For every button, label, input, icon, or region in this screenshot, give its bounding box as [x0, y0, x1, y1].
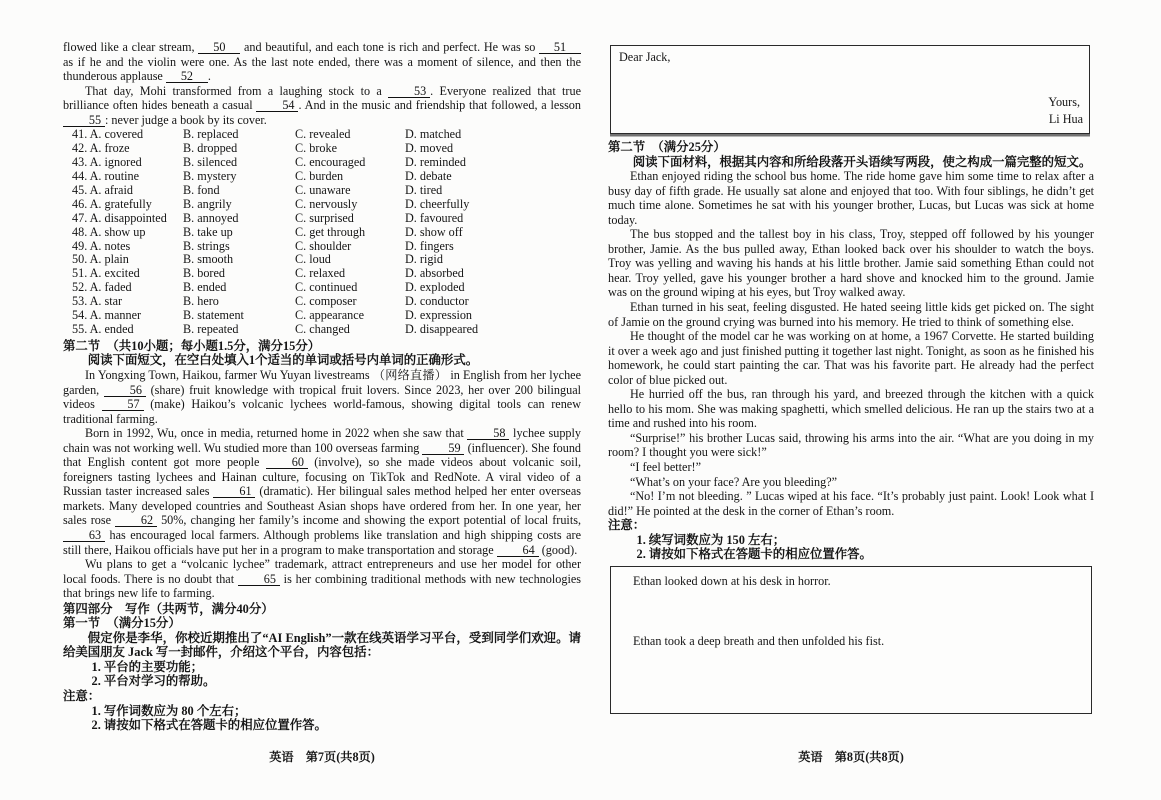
option-row: [63, 240, 581, 254]
option-row: [63, 295, 581, 309]
option-row: [63, 170, 581, 184]
page8-footer: 英语 第8页(共8页): [798, 750, 904, 764]
option-b: B. dropped: [183, 141, 238, 156]
cloze-options-table: [63, 128, 581, 337]
writing-prompt: 假定你是李华，你校近期推出了“AI English”一款在线英语学习平台，受到同学们欢迎。请给美国朋友 Jack 写一封邮件，介绍这个平台，内容包括：: [63, 630, 581, 660]
continuation-note: 1. 续写词数应为 150 左右；: [636, 532, 786, 547]
continuation-note: 2. 请按如下格式在答题卡的相应位置作答。: [636, 547, 872, 562]
continuation-paragraph1-opening: Ethan looked down at his desk in horror.: [633, 573, 831, 588]
option-a: 54. A. manner: [72, 308, 142, 323]
story-paragraph: Ethan turned in his seat, feeling disgusted. He hated seeing little kids get picked on. The sight of Jamie on the ground crying was burned into his memory. He tried to think of something else.: [608, 300, 1094, 329]
option-d: D. tired: [405, 182, 443, 197]
option-c: C. nervously: [295, 196, 358, 211]
option-d: D. exploded: [405, 280, 465, 295]
story-paragraph: “I feel better!”: [629, 460, 701, 475]
story-paragraph: “Surprise!” his brother Lucas said, throwing his arms into the air. “What are you doing in my room? I thought you were sick!”: [608, 430, 1094, 460]
writing-prompt-points: [63, 660, 581, 689]
option-row: [63, 198, 581, 212]
option-d: D. cheerfully: [405, 196, 470, 211]
story-paragraph: Ethan enjoyed riding the school bus home. The ride home gave him some time to relax after a busy day of fifth grade. He usually sat alone and enjoyed that too. With four siblings, he didn’t get much time alone. Sometimes he sat with his younger brother, Lucas, but Lucas was sick at home today.: [608, 169, 1094, 227]
option-b: B. angrily: [183, 196, 232, 211]
option-b: B. strings: [183, 238, 230, 253]
option-c: C. unaware: [295, 182, 351, 197]
option-c: C. broke: [295, 141, 337, 156]
option-a: 55. A. ended: [72, 321, 134, 336]
option-b: B. hero: [183, 294, 219, 309]
option-row: [63, 281, 581, 295]
option-b: B. silenced: [183, 155, 238, 170]
writing-note: 2. 请按如下格式在答题卡的相应位置作答。: [91, 718, 327, 733]
passage-paragraph: Wu plans to get a “volcanic lychee” trademark, attract entrepreneurs and use her model for other local foods. There is no doubt that 65 is her combining traditional methods with new technologies that brings new life to farming.: [63, 557, 581, 601]
part4-heading: 第四部分 写作（共两节，满分40分）: [63, 601, 274, 616]
option-b: B. repeated: [183, 321, 239, 336]
section2-heading: 第二节 （共10小题；每小题1.5分，满分15分）: [63, 338, 321, 353]
letter-greeting: Dear Jack,: [619, 50, 671, 64]
option-a: 44. A. routine: [72, 169, 140, 183]
option-a: 41. A. covered: [72, 127, 144, 142]
right-page: [608, 45, 1094, 714]
grammar-fill-passage: [63, 368, 581, 601]
passage-paragraph: In Yongxing Town, Haikou, farmer Wu Yuyan livestreams （网络直播） in English from her lychee garden, 56 (share) fruit knowledge with tropical fruit lovers. Since 2023, her over 200 bilingual videos 57 (make) Haikou’s volcanic lychees world-famous, showing digital tools can renew traditional farming.: [63, 367, 581, 426]
option-c: C. continued: [295, 280, 358, 295]
option-c: C. burden: [295, 169, 344, 183]
continuation-paragraph2-opening: Ethan took a deep breath and then unfolded his fist.: [633, 634, 885, 649]
passage-paragraph: Born in 1992, Wu, once in media, returned home in 2022 when she saw that 58 lychee supply chain was not working well. Wu studied more than 100 overseas farming 59 (influencer). She found that English content got more people 60 (involve), so she made videos about volcanic soil, foreigners tasting lychees and Hainan culture, focusing on TikTok and RedNote. A viral video of a Russian taster increased sales 61 (dramatic). Her bilingual sales method helped her enter overseas markets. Many developed countries and Southeast Asian shops have ordered from her. In one year, her sales rose 62 50%, changing her family’s income and showing the export potential of local fruits, 63 has encouraged local farmers. Although problems like translation and high shipping costs are still there, Haikou officials have put her in a program to make transportation and storage 64 (good).: [63, 426, 582, 557]
page7-footer: 英语 第7页(共8页): [269, 750, 375, 764]
option-c: C. get through: [295, 224, 366, 239]
option-row: [63, 142, 581, 156]
continuation-story: [608, 169, 1094, 518]
writing-notes-label: 注意：: [63, 689, 101, 703]
option-row: [63, 156, 581, 170]
option-d: D. debate: [405, 169, 452, 183]
option-a: 47. A. disappointed: [72, 210, 167, 225]
option-row: [63, 267, 581, 281]
option-c: C. shoulder: [295, 238, 352, 253]
option-c: C. appearance: [295, 308, 365, 323]
option-c: C. encouraged: [295, 155, 366, 170]
option-c: C. surprised: [295, 210, 354, 225]
option-b: B. ended: [183, 280, 227, 295]
option-d: D. disappeared: [405, 321, 479, 336]
option-a: 48. A. show up: [72, 224, 146, 239]
option-d: D. rigid: [405, 252, 443, 267]
option-row: [63, 226, 581, 240]
option-row: [63, 309, 581, 323]
option-c: C. revealed: [295, 127, 351, 142]
option-a: 53. A. star: [72, 294, 123, 309]
option-c: C. composer: [295, 294, 357, 309]
story-paragraph: “What’s on your face? Are you bleeding?”: [629, 474, 838, 489]
option-d: D. show off: [405, 224, 463, 239]
option-a: 42. A. froze: [72, 141, 130, 156]
letter-signature: Li Hua: [1048, 112, 1083, 127]
option-row: [63, 128, 581, 142]
option-d: D. reminded: [405, 155, 466, 170]
option-d: D. expression: [405, 308, 473, 323]
writing-note: 1. 写作词数应为 80 个左右；: [91, 703, 247, 718]
option-a: 52. A. faded: [72, 280, 132, 295]
option-c: C. changed: [295, 321, 350, 336]
letter-answer-box: [610, 45, 1090, 134]
prompt-point: 2. 平台对学习的帮助。: [91, 674, 216, 689]
option-b: B. smooth: [183, 252, 234, 267]
section2-instruction: 阅读下面短文，在空白处填入1个适当的单词或括号内单词的正确形式。: [87, 353, 479, 368]
option-b: B. annoyed: [183, 210, 239, 225]
option-row: [63, 253, 581, 267]
option-b: B. statement: [183, 308, 244, 323]
option-b: B. bored: [183, 266, 225, 281]
option-b: B. replaced: [183, 127, 239, 142]
option-b: B. fond: [183, 182, 220, 197]
continuation-instruction: 阅读下面材料，根据其内容和所给段落开头语续写两段，使之构成一篇完整的短文。: [632, 154, 1092, 169]
letter-closing: Yours,: [1048, 95, 1080, 110]
option-row: [63, 323, 581, 337]
continuation-notes: [608, 533, 1094, 562]
left-page: [63, 40, 581, 733]
option-a: 50. A. plain: [72, 252, 129, 267]
option-a: 51. A. excited: [72, 266, 140, 281]
continuation-answer-box: [610, 566, 1092, 714]
cloze-continuation-paragraph-1: flowed like a clear stream, 50 and beautiful, and each tone is rich and perfect. He was so 51 as if he and the violin were one. As the last note ended, there was a moment of silence, and then the thunderous applause 52 .: [63, 40, 581, 84]
option-a: 45. A. afraid: [72, 182, 133, 197]
prompt-point: 1. 平台的主要功能；: [91, 659, 204, 674]
story-paragraph: He thought of the model car he was working on at home, a 1967 Corvette. He started building it over a week ago and just finished putting it together last night. Tonight, as soon as he finished his homework, he could start painting the car. That was his favorite part. He already had the perfect color of blue picked out.: [608, 329, 1094, 387]
continuation-section-heading: 第二节 （满分25分）: [608, 140, 726, 154]
story-paragraph: The bus stopped and the tallest boy in his class, Troy, stepped off followed by his younger brother, Jamie. As the bus pulled away, Ethan looked back over his shoulder to watch the boys. Troy was yelling and waving his hands at his little brother. Jamie said something Ethan could not hear. Troy yelled, gave his younger brother a hard shove and knocked him to the ground. Jamie was on the ground wiping at his eyes, but Troy walked away.: [608, 227, 1094, 300]
option-c: C. loud: [295, 252, 331, 267]
option-c: C. relaxed: [295, 266, 346, 281]
option-d: D. fingers: [405, 238, 454, 253]
option-d: D. conductor: [405, 294, 469, 309]
option-b: B. take up: [183, 224, 233, 239]
option-d: D. absorbed: [405, 266, 464, 281]
option-d: D. matched: [405, 127, 462, 142]
writing-section1-heading: 第一节 （满分15分）: [63, 616, 181, 631]
option-row: [63, 184, 581, 198]
continuation-notes-label: 注意：: [608, 518, 646, 533]
story-paragraph: He hurried off the bus, ran through his yard, and breezed through the kitchen with a quick hello to his mom. She was making spaghetti, which smelled delicious. He ran up the stairs two at a time and rushed into his room.: [608, 387, 1094, 431]
option-d: D. favoured: [405, 210, 464, 225]
option-a: 49. A. notes: [72, 238, 131, 253]
option-row: [63, 212, 581, 226]
option-a: 43. A. ignored: [72, 155, 142, 170]
writing-notes: [63, 704, 581, 733]
option-b: B. mystery: [183, 169, 237, 183]
option-d: D. moved: [405, 141, 454, 156]
option-a: 46. A. gratefully: [72, 196, 152, 211]
cloze-continuation-paragraph-2: That day, Mohi transformed from a laughing stock to a 53 . Everyone realized that true brilliance often hides beneath a casual 54 . And in the music and friendship that followed, a lesson 55 : never judge a book by its cover.: [63, 83, 581, 127]
story-paragraph: “No! I’m not bleeding. ” Lucas wiped at his face. “It’s probably just paint. Look! Look what I did!” He pointed at the desk in the corner of Ethan’s room.: [608, 489, 1094, 518]
